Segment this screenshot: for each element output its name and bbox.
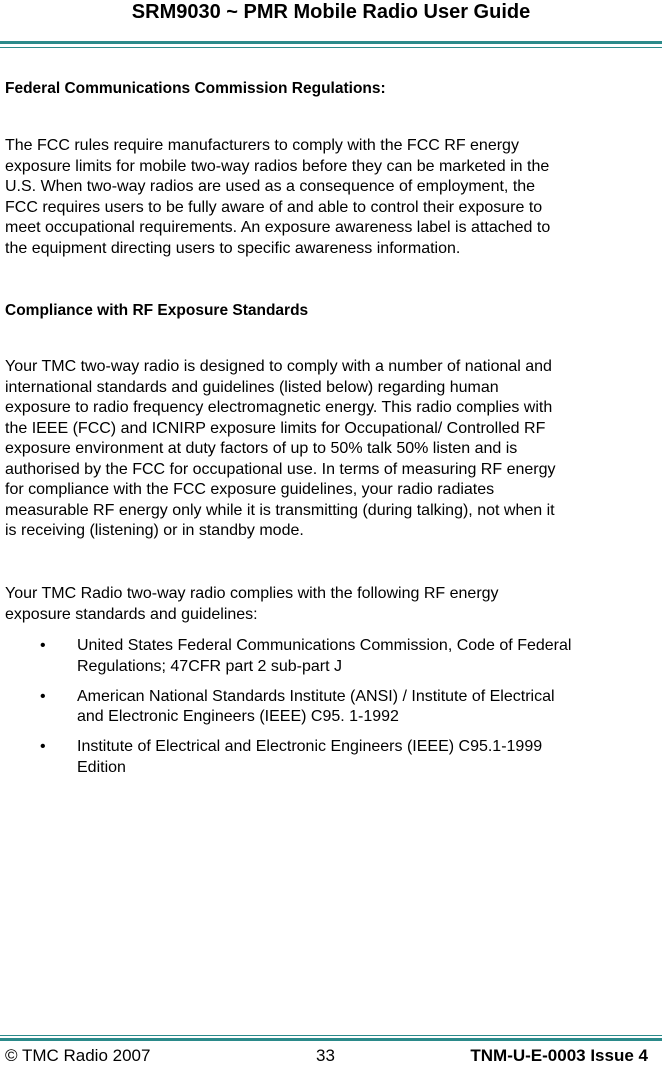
list-item-line: United States Federal Communications Commission, Code of Federal bbox=[77, 637, 572, 654]
list-item bbox=[0, 737, 571, 778]
footer-rule-thin bbox=[0, 1035, 662, 1036]
bullet-icon: • bbox=[40, 637, 46, 654]
compliance-line: exposure environment at duty factors of up to 50% talk 50% listen and is bbox=[5, 440, 518, 457]
compliance-line: authorised by the FCC for occupational use. In terms of measuring RF energy bbox=[5, 460, 556, 478]
fcc-line: the equipment directing users to specific awareness information. bbox=[5, 239, 461, 257]
page-title: SRM9030 ~ PMR Mobile Radio User Guide bbox=[131, 1, 531, 23]
list-item-line: Regulations; 47CFR part 2 sub-part J bbox=[77, 657, 343, 675]
footer-copyright: © TMC Radio 2007 bbox=[5, 1046, 151, 1065]
list-item-line: and Electronic Engineers (IEEE) C95. 1-1992 bbox=[77, 708, 399, 725]
fcc-line: The FCC rules require manufacturers to comply with the FCC RF energy bbox=[5, 137, 519, 154]
compliance-line: for compliance with the FCC exposure guidelines, your radio radiates bbox=[5, 481, 495, 498]
footer-doc-id: TNM-U-E-0003 Issue 4 bbox=[470, 1046, 648, 1065]
list-item bbox=[0, 636, 571, 677]
compliance-line: is receiving (listening) or in standby mode. bbox=[5, 522, 304, 539]
header-rule-thin bbox=[0, 47, 662, 48]
fcc-heading: Federal Communications Commission Regulations: bbox=[5, 80, 386, 97]
compliance-line: the IEEE (FCC) and ICNIRP exposure limits for Occupational/ Controlled RF bbox=[5, 419, 546, 437]
standards-list bbox=[0, 636, 571, 788]
footer-page-number: 33 bbox=[316, 1046, 335, 1065]
compliance-heading: Compliance with RF Exposure Standards bbox=[5, 302, 309, 319]
compliance-line: exposure to radio frequency electromagnetic energy. This radio complies with bbox=[5, 399, 553, 416]
fcc-paragraph bbox=[5, 136, 550, 259]
bullet-icon: • bbox=[40, 687, 46, 705]
list-item-line: Edition bbox=[77, 758, 126, 776]
standards-intro bbox=[5, 584, 499, 625]
compliance-paragraph bbox=[5, 357, 555, 542]
fcc-line: exposure limits for mobile two-way radios before they can be marketed in the bbox=[5, 157, 550, 175]
footer-rule-thick bbox=[0, 1038, 662, 1041]
fcc-line: meet occupational requirements. An exposure awareness label is attached to bbox=[5, 219, 551, 236]
bullet-icon: • bbox=[40, 738, 46, 755]
compliance-line: Your TMC two-way radio is designed to comply with a number of national and bbox=[5, 358, 552, 375]
fcc-line: FCC requires users to be fully aware of and able to control their exposure to bbox=[5, 198, 543, 216]
list-item-line: Institute of Electrical and Electronic Engineers (IEEE) C95.1-1999 bbox=[77, 738, 543, 755]
compliance-line: measurable RF energy only while it is transmitting (during talking), not when it bbox=[5, 501, 555, 519]
header-rule-thick bbox=[0, 41, 662, 44]
fcc-line: U.S. When two-way radios are used as a consequence of employment, the bbox=[5, 178, 536, 195]
list-item bbox=[0, 687, 571, 728]
standards-intro-line: exposure standards and guidelines: bbox=[5, 605, 258, 623]
standards-intro-line: Your TMC Radio two-way radio complies with the following RF energy bbox=[5, 585, 499, 602]
compliance-line: international standards and guidelines (listed below) regarding human bbox=[5, 378, 499, 396]
list-item-line: American National Standards Institute (ANSI) / Institute of Electrical bbox=[77, 687, 555, 705]
